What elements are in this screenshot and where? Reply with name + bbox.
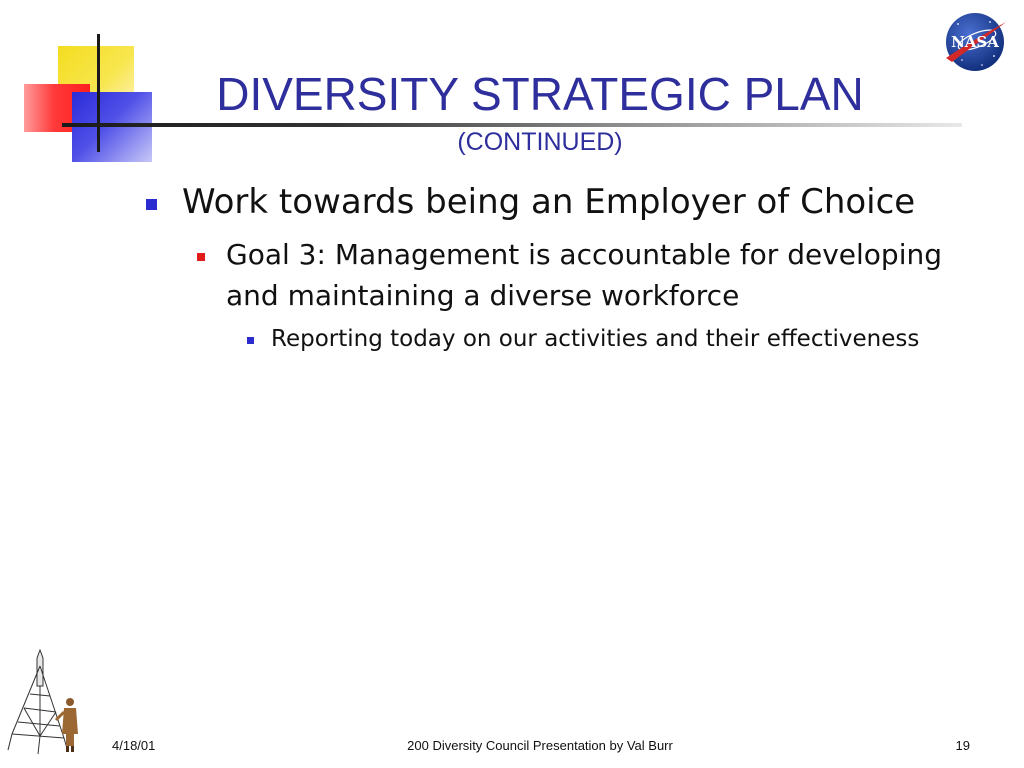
bullet-marker-level3 — [247, 337, 254, 344]
bullet-marker-level1 — [146, 199, 157, 210]
slide-title: DIVERSITY STRATEGIC PLAN — [216, 68, 864, 120]
bullet-level2-text: Goal 3: Management is accountable for developing and maintaining a diverse workforce — [226, 238, 942, 312]
slide-subtitle: (CONTINUED) — [457, 128, 623, 156]
nasa-logo-icon — [940, 10, 1010, 74]
bullet-marker-level2 — [197, 253, 205, 261]
bullet-level1-text: Work towards being an Employer of Choice — [182, 182, 916, 222]
bullet-level3-text: Reporting today on our activities and their effectiveness — [271, 326, 920, 352]
footer-title: 200 Diversity Council Presentation by Val Burr — [407, 738, 673, 753]
nasa-logo-text: NASA — [951, 33, 999, 51]
footer-date: 4/18/01 — [112, 738, 156, 753]
decor-vertical-line — [97, 34, 100, 152]
footer-page-number: 19 — [955, 738, 970, 753]
rocket-illustration-icon — [4, 646, 88, 758]
